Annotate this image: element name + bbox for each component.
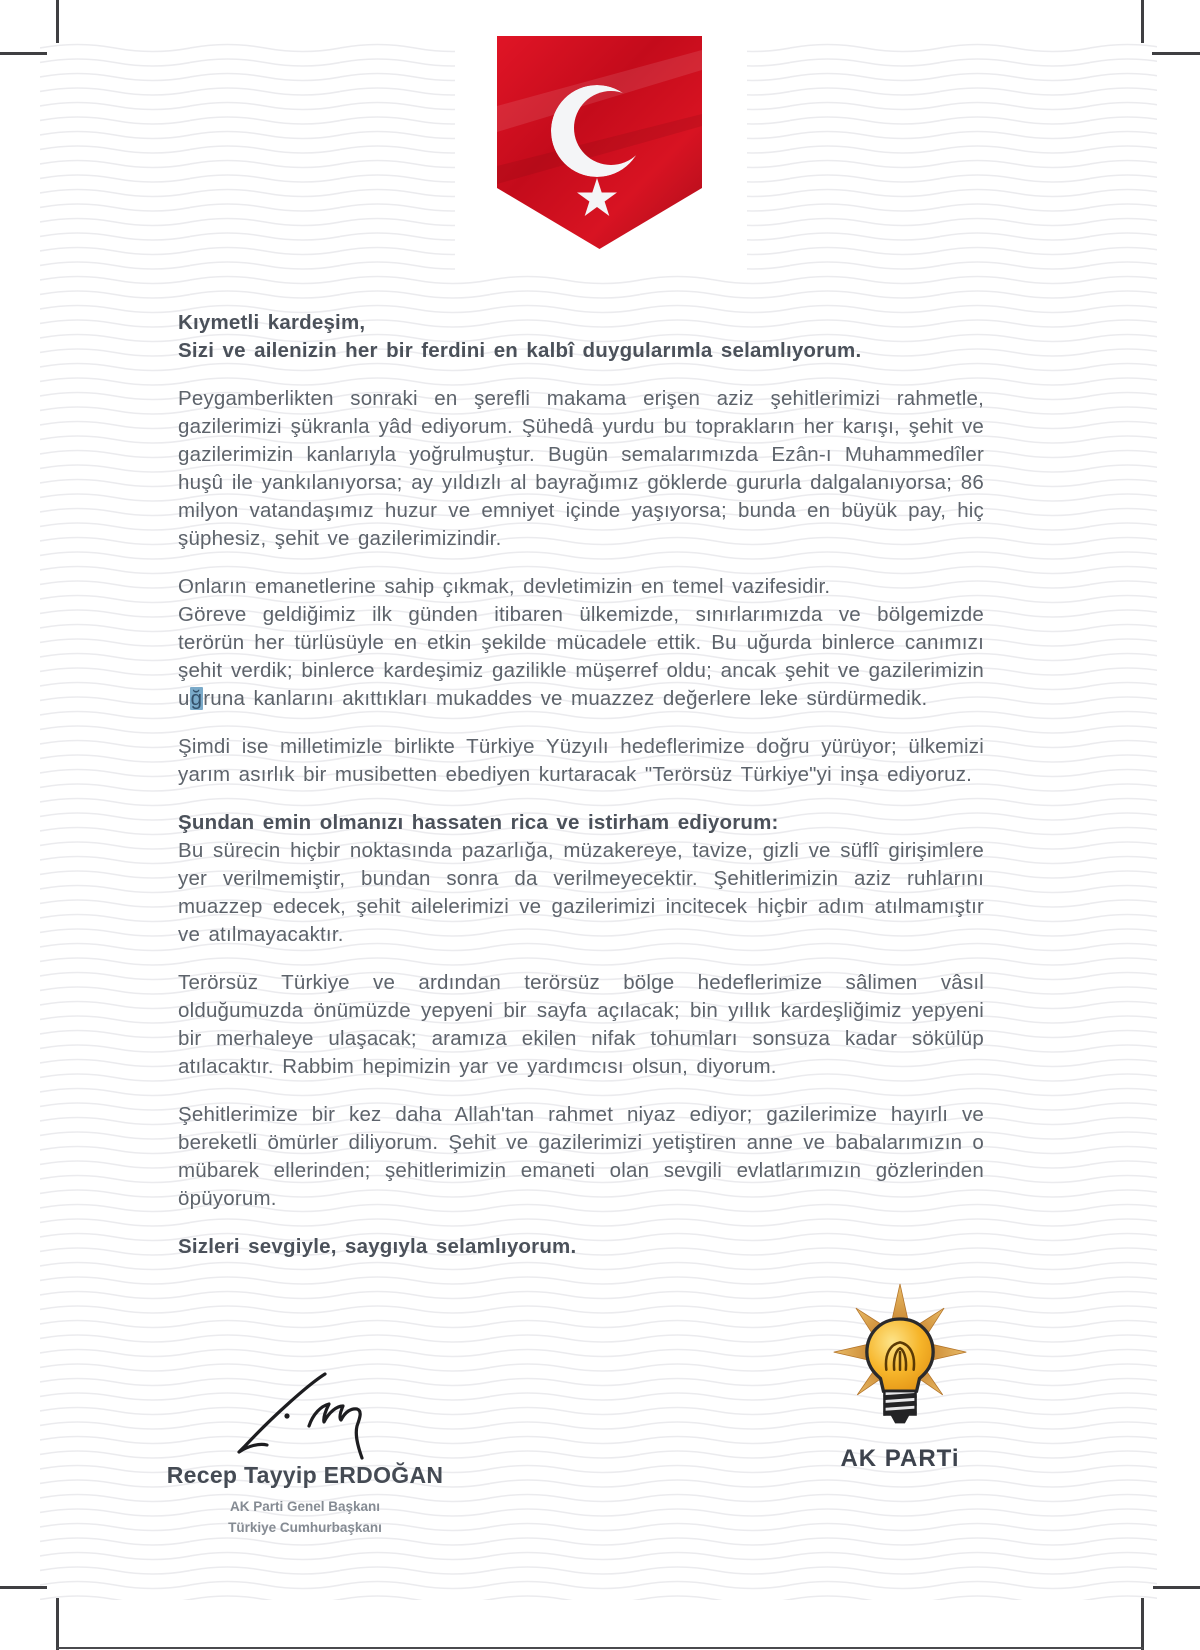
closing-line: Sizleri sevgiyle, saygıyla selamlıyorum. [178,1235,577,1258]
paragraph-2-text-after-selection: runa kanlarını akıttıkları mukaddes ve muazzez değerlere leke sürdürmedik. [203,687,928,710]
crop-mark-bottom-right-horizontal [1153,1586,1200,1589]
crop-mark-top-right-horizontal [1152,52,1200,55]
handwritten-signature-icon [205,1368,405,1460]
signature-block [165,1368,445,1538]
greeting [178,309,984,365]
greeting-line-1: Kıymetli kardeşim, [178,311,366,334]
signer-titles [165,1496,445,1538]
selected-character-highlight[interactable]: ğ [190,687,203,710]
letter-body [178,309,984,1261]
akparti-logo-block [818,1280,982,1473]
paragraph-3: Şimdi ise milletimizle birlikte Türkiye Yüzyılı hedeflerimize doğru yürüyor; ülkemizi yarım asırlık bir musibetten ebediyen kurtaracak "Terörsüz Türkiye"yi inşa ediyoruz. [178,735,984,786]
paragraph-2-first-sentence: Onların emanetlerine sahip çıkmak, devletimizin en temel vazifesidir. [178,575,831,598]
crop-mark-top-right-vertical [1141,0,1144,43]
turkish-flag-banner-icon [497,36,702,251]
paragraph-6: Şehitlerimize bir kez daha Allah'tan rahmet niyaz ediyor; gazilerimize hayırlı ve bereketli ömürler diliyorum. Şehit ve gazilerimizi yetiştiren anne ve babalarımızın o mübarek ellerinden; şehitlerimizin emaneti olan sevgili evlatlarımızın gözlerinden öpüyorum. [178,1103,984,1210]
crop-mark-top-left-horizontal [0,52,47,55]
signer-title-president: Türkiye Cumhurbaşkanı [228,1520,382,1535]
crop-mark-bottom-left-horizontal [0,1586,47,1589]
paragraph-1: Peygamberlikten sonraki en şerefli makama erişen aziz şehitlerimizi rahmetle, gazilerimizi şükranla yâd ediyorum. Şühedâ yurdu bu toprakların her karışı, şehit ve gazilerimizin kanlarıyla yoğrulmuştur. Bugün semalarımızda Ezân-ı Muhammedîler huşû ile yankılanıyorsa; ay yıldızlı al bayrağımız göklerde gururla dalgalanıyorsa; 86 milyon vatandaşımız huzur ve emniyet içinde yaşıyorsa; bunda en büyük pay, hiç şüphesiz, şehit ve gazilerimizindir. [178,387,984,550]
paragraph-4-heading: Şundan emin olmanızı hassaten rica ve istirham ediyorum: [178,811,779,834]
akparti-lightbulb-icon [822,1280,978,1436]
crop-mark-bottom-left-vertical [56,1598,59,1650]
crop-mark-top-left-vertical [56,0,59,43]
greeting-line-2: Sizi ve ailenizin her bir ferdini en kalbî duygularımla selamlıyorum. [178,339,862,362]
paragraph-2 [178,573,984,713]
signer-name: Recep Tayyip ERDOĞAN [166,1462,444,1488]
crop-mark-bottom-right-vertical [1141,1598,1144,1650]
page-bottom-edge-line [57,1647,1143,1649]
signer-title-party: AK Parti Genel Başkanı [229,1499,381,1514]
paragraph-2-text-before-selection: Göreve geldiğimiz ilk günden itibaren ülkemizde, sınırlarımızda ve bölgemizde terörün her türlüsüyle en etkin şekilde mücadele ettik. Bu uğurda binlerce canımızı şehit verdik; binlerce kardeşimiz gazilikle müşerref oldu; ancak şehit ve gazilerimizin u [178,603,984,710]
paragraph-4: Bu sürecin hiçbir noktasında pazarlığa, müzakereye, tavize, gizli ve süflî girişimlere yer verilmemiştir, bundan sonra da verilmeyecektir. Şehitlerimizin aziz ruhlarını muazzep edecek, şehit ailelerimizi ve gazilerimizi incitecek hiçbir adım atılmamıştır ve atılmayacaktır. [178,839,984,946]
paragraph-5: Terörsüz Türkiye ve ardından terörsüz bölge hedeflerimize sâlimen vâsıl olduğumuzda önümüzde yepyeni bir sayfa açılacak; bin yıllık kardeşliğimiz yepyeni bir merhaleye ulaşacak; aramıza ekilen nifak tohumları sonsuza kadar sökülüp atılacaktır. Rabbim hepimizin yar ve yardımcısı olsun, diyorum. [178,971,984,1078]
akparti-label: AK PARTi [840,1445,960,1472]
